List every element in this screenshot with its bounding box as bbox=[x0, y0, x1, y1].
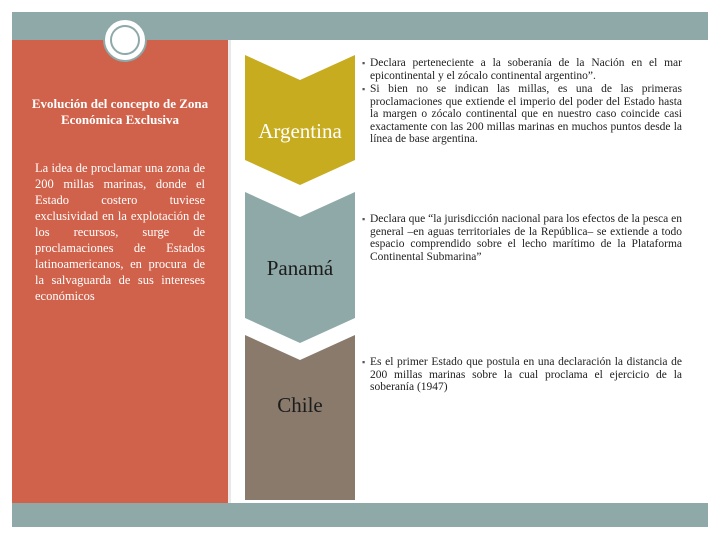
list-item: ▪ Declara que “la jurisdicción nacional para los efectos de la pesca en general –en aguas territoriales de la República– se extiende a todo espacio comprendido sobre el lecho marítimo de la Plataforma Continental Submarina” bbox=[362, 213, 682, 263]
panel-title: Evolución del concepto de Zona Económica Exclusiva bbox=[31, 96, 209, 127]
list-item: ▪ Es el primer Estado que postula en una declaración la distancia de 200 millas marinas sobre la cual proclama el ejercicio de la soberanía (1947) bbox=[362, 356, 682, 394]
list-item: ▪ Declara perteneciente a la soberanía de la Nación en el mar epicontinental y el zócalo continental argentino”. bbox=[362, 57, 682, 82]
panama-bullet-list bbox=[362, 213, 682, 264]
country-label-panama: Panamá bbox=[266, 256, 334, 280]
country-label-argentina: Argentina bbox=[258, 119, 342, 143]
argentina-bullet-list bbox=[362, 57, 682, 147]
country-label-chile: Chile bbox=[277, 393, 323, 417]
panel-description: La idea de proclamar una zona de 200 millas marinas, donde el Estado costero tuviese exclusividad en la explotación de los recursos, surge de proclamaciones de Estados latinoamericanos, en procura de la salvaguarda de sus intereses económicos bbox=[35, 161, 205, 303]
bottom-bar bbox=[12, 503, 708, 527]
list-item: ▪ Si bien no se indican las millas, es una de las primeras proclamaciones que extiende el imperio del poder del Estado hasta la margen o zócalo continental que en nuestro caso coincide casi exactamente con las 200 millas marinas en muchos puntos desde la línea de base argentina. bbox=[362, 83, 682, 146]
chile-bullet-list bbox=[362, 356, 682, 395]
